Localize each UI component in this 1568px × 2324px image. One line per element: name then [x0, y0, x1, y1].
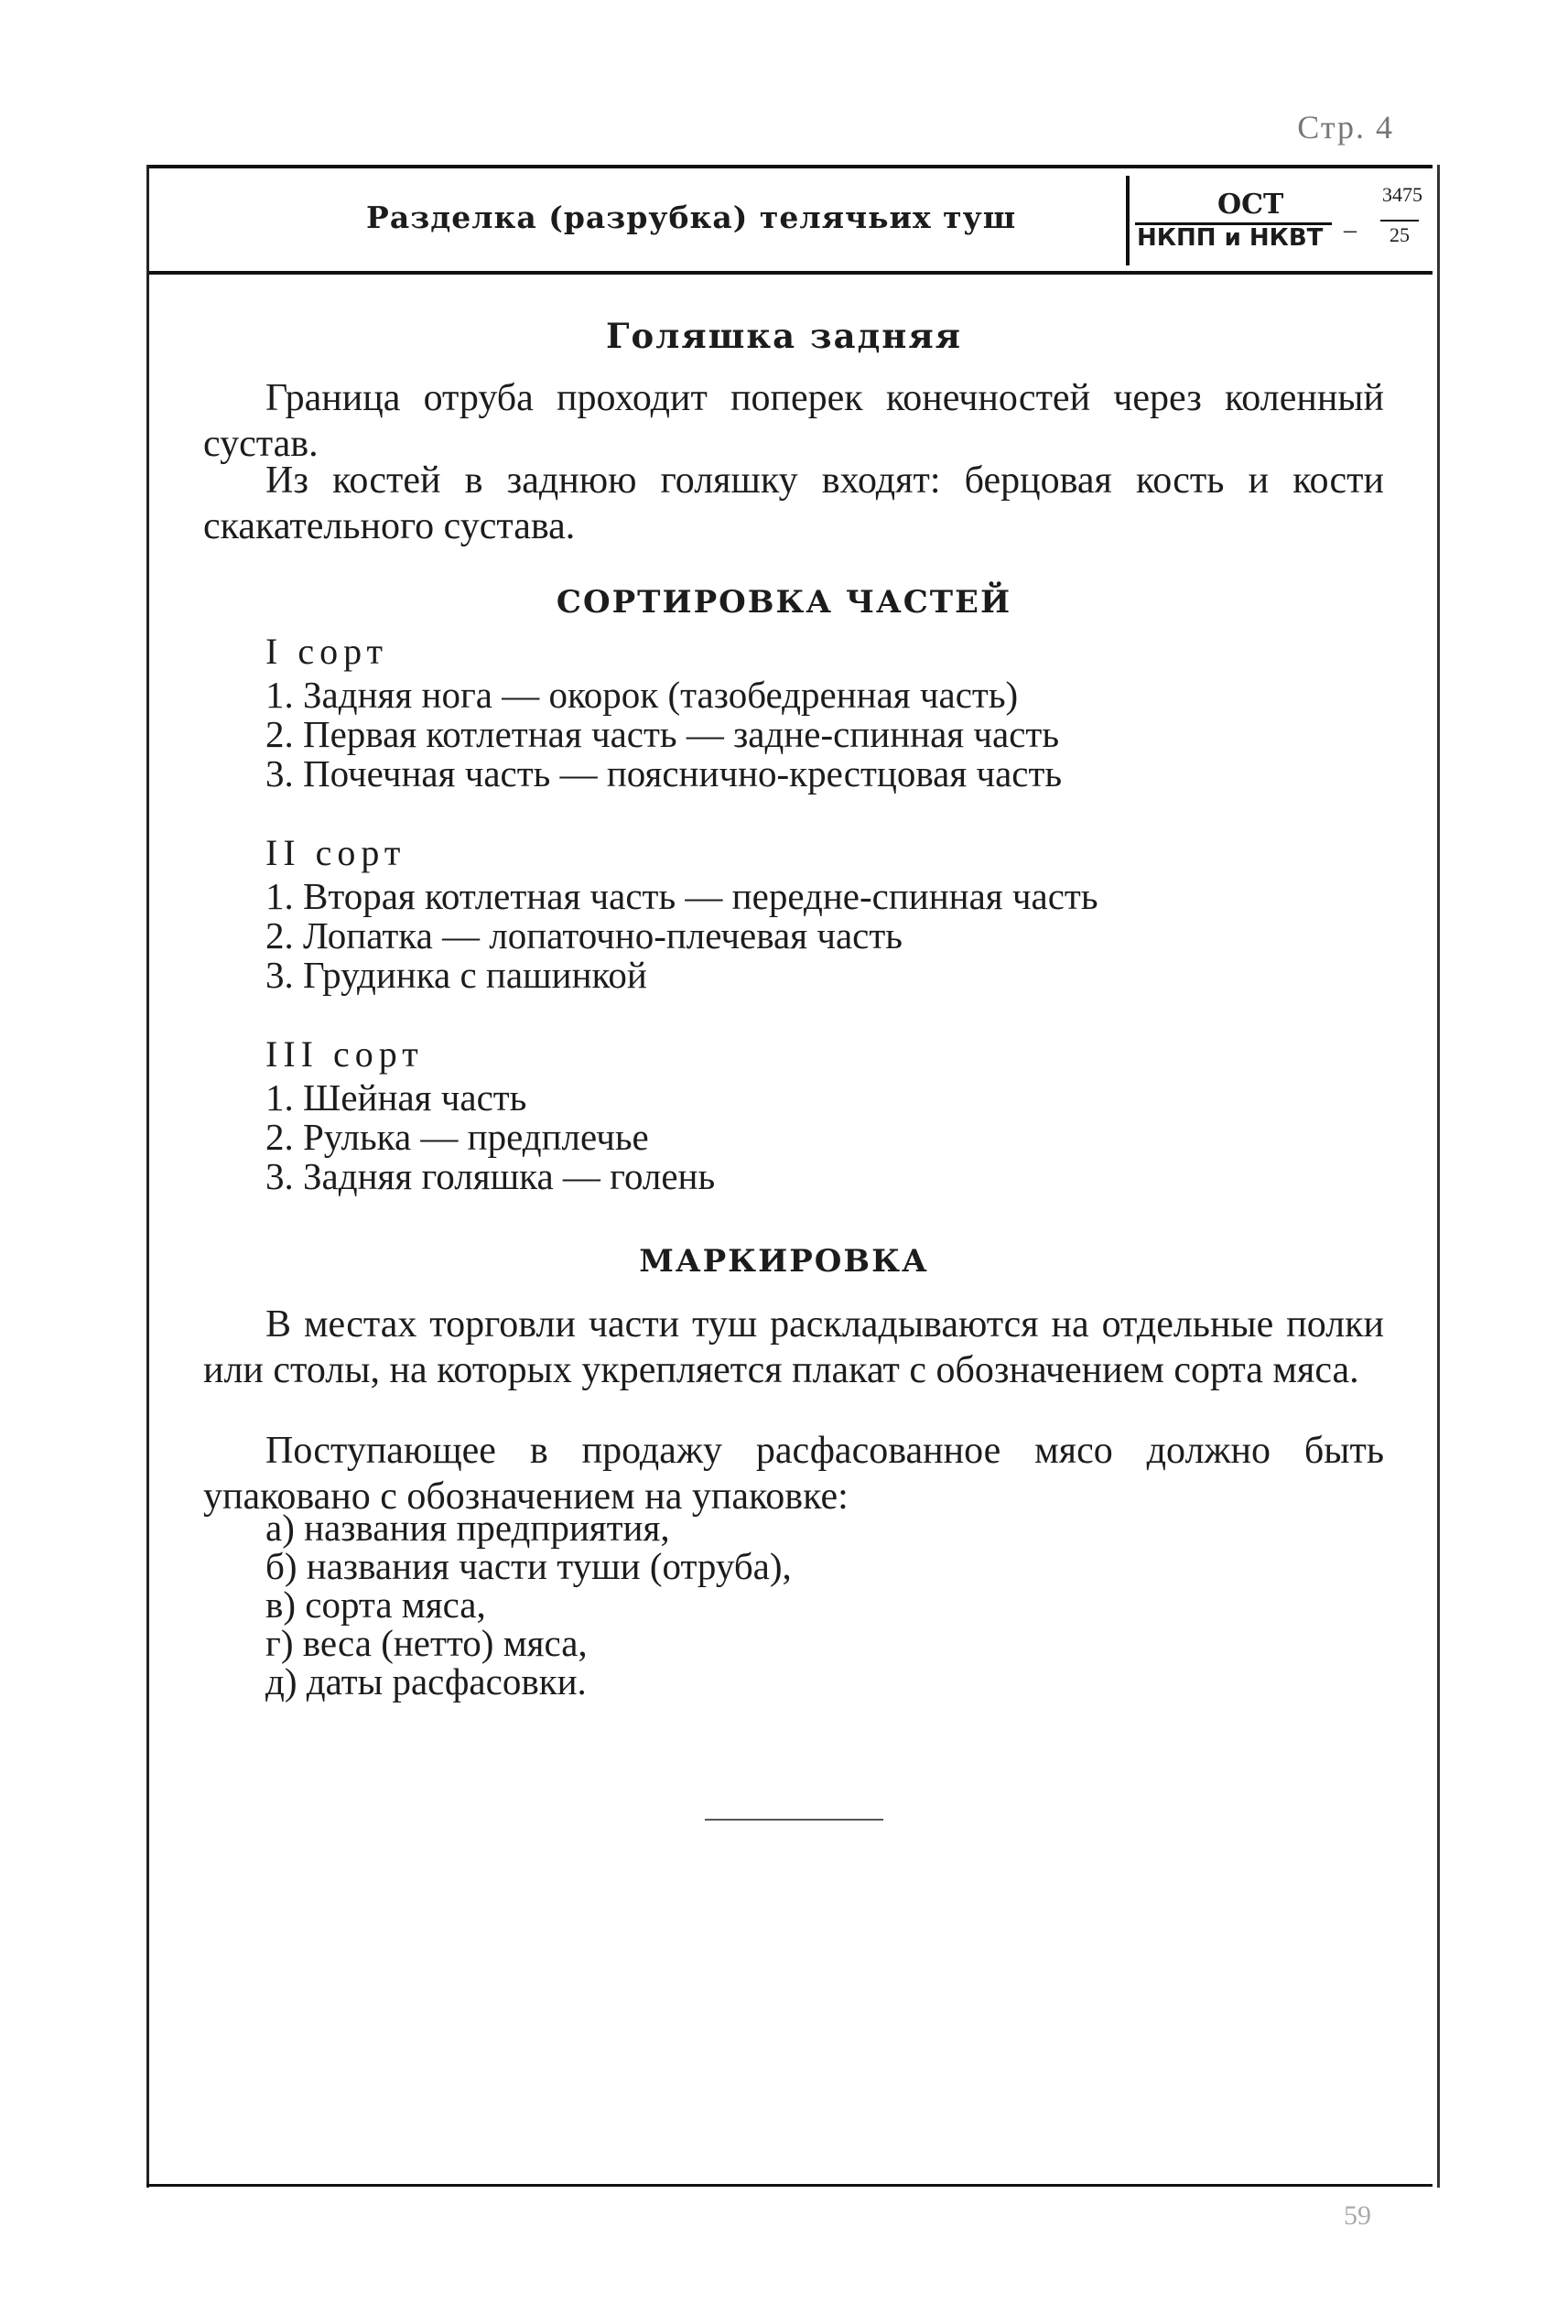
header-top-rule: [146, 165, 1433, 168]
left-border: [146, 165, 149, 2188]
list-item: б) названия части туши (отруба),: [265, 1545, 792, 1587]
paragraph-cut-boundary: Граница отруба проходит поперек конечностей через коленный сустав.: [203, 377, 1384, 465]
standard-number-divider: [1380, 220, 1419, 222]
grade-1-list: [265, 676, 1062, 794]
section-title-shank: Голяшка задняя: [606, 316, 962, 356]
list-item: 2. Лопатка — лопаточно-плечевая часть: [265, 914, 903, 957]
standard-year: 25: [1390, 223, 1410, 246]
list-item: д) даты расфасовки.: [265, 1660, 587, 1702]
header-separator: [1126, 176, 1130, 265]
paragraph-retail-display: В местах торговли части туш раскладываются на отдельные полки или столы, на которых укрепляется плакат с обозначением сорта мяса.: [203, 1303, 1384, 1391]
section-title-grading: СОРТИРОВКА ЧАСТЕЙ: [556, 584, 1012, 621]
standard-number: 3475: [1382, 183, 1422, 206]
grade-3-list: [265, 1078, 715, 1196]
list-item: г) веса (нетто) мяса,: [265, 1622, 588, 1664]
list-item: 1. Шейная часть: [265, 1076, 527, 1119]
standard-dash: –: [1344, 216, 1357, 244]
document-title: Разделка (разрубка) телячьих туш: [366, 200, 1017, 235]
list-item: в) сорта мяса,: [265, 1584, 486, 1626]
grade-label-2: II сорт: [265, 832, 406, 873]
list-item: 1. Задняя нога — окорок (тазобедренная часть): [265, 674, 1019, 716]
right-border: [1437, 165, 1440, 2188]
list-item: а) названия предприятия,: [265, 1507, 670, 1549]
header-bottom-rule: [146, 271, 1433, 275]
list-item: 3. Задняя голяшка — голень: [265, 1155, 716, 1197]
packaging-list: [265, 1508, 792, 1701]
bottom-rule: [146, 2184, 1433, 2187]
list-item: 3. Почечная часть — пояснично-крестцовая часть: [265, 752, 1063, 794]
section-title-marking: МАРКИРОВКА: [639, 1243, 929, 1280]
list-item: 2. Первая котлетная часть — задне-спинная часть: [265, 713, 1060, 755]
standard-organization: НКПП и НКВТ: [1137, 224, 1324, 252]
grade-label-1: I сорт: [265, 631, 389, 672]
list-item: 2. Рулька — предплечье: [265, 1116, 649, 1158]
end-of-text-rule: [705, 1819, 883, 1821]
page-number: Стр. 4: [1297, 109, 1394, 146]
list-item: 3. Грудинка с пашинкой: [265, 954, 647, 996]
footer-page-number: 59: [1344, 2200, 1371, 2231]
paragraph-packaging: Поступающее в продажу расфасованное мясо должно быть упаковано с обозначением на упаковке:: [203, 1430, 1384, 1518]
paragraph-bones: Из костей в заднюю голяшку входят: берцовая кость и кости скакательного сустава.: [203, 459, 1384, 547]
standard-code: ОСТ: [1217, 189, 1284, 221]
grade-2-list: [265, 877, 1098, 995]
list-item: 1. Вторая котлетная часть — передне-спинная часть: [265, 875, 1098, 917]
grade-label-3: III сорт: [265, 1033, 424, 1075]
